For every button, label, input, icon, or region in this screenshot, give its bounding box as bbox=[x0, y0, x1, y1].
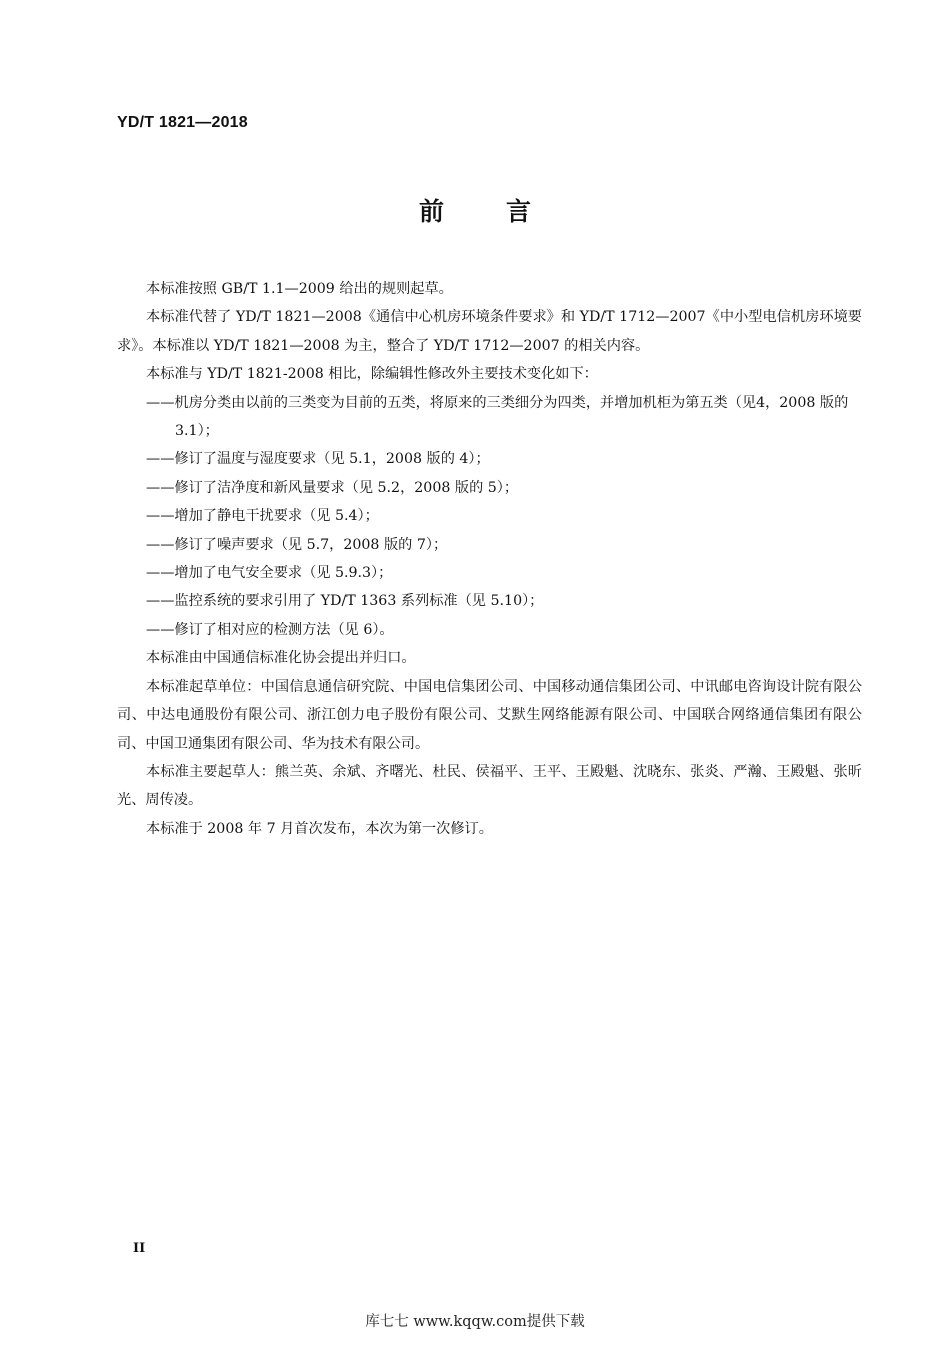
page-number: II bbox=[133, 1241, 146, 1256]
change-item: ——修订了温度与湿度要求（见 5.1，2008 版的 4）； bbox=[146, 451, 490, 468]
standard-code: YD/T 1821—2018 bbox=[117, 114, 248, 131]
change-item: ——增加了电气安全要求（见 5.9.3）； bbox=[146, 565, 393, 582]
page-title bbox=[0, 192, 950, 228]
foreword-body bbox=[117, 275, 862, 843]
title-char-1: 前 bbox=[418, 197, 444, 226]
change-item: ——监控系统的要求引用了 YD/T 1363 系列标准（见 5.10）； bbox=[146, 593, 544, 610]
change-item: ——增加了静电干扰要求（见 5.4）； bbox=[146, 508, 379, 525]
paragraph-changes-intro: 本标准与 YD/T 1821-2008 相比，除编辑性修改外主要技术变化如下： bbox=[146, 366, 598, 383]
change-item: ——机房分类由以前的三类变为目前的五类，将原来的三类细分为四类，并增加机柜为第五类（见4，2008 版的 3.1）； bbox=[146, 394, 849, 440]
change-item: ——修订了洁净度和新风量要求（见 5.2，2008 版的 5）； bbox=[146, 479, 519, 496]
change-item: ——修订了噪声要求（见 5.7，2008 版的 7）； bbox=[146, 536, 448, 553]
paragraph-proposer: 本标准由中国通信标准化协会提出并归口。 bbox=[146, 650, 416, 667]
title-char-2: 言 bbox=[506, 197, 532, 226]
paragraph-drafters: 本标准主要起草人：熊兰英、余斌、齐曙光、杜民、侯福平、王平、王殿魁、沈晓东、张炎、严瀚、王殿魁、张昕光、周传凌。 bbox=[117, 763, 862, 809]
change-item: ——修订了相对应的检测方法（见 6）。 bbox=[146, 621, 394, 638]
paragraph-replacement: 本标准代替了 YD/T 1821—2008《通信中心机房环境条件要求》和 YD/T 1712—2007《中小型电信机房环境要求》。本标准以 YD/T 1821—2008 为主，整合了 YD/T 1712—2007 的相关内容。 bbox=[117, 309, 862, 354]
footer-credit: 库七七 www.kqqw.com提供下载 bbox=[365, 1314, 585, 1330]
paragraph-release-history: 本标准于 2008 年 7 月首次发布，本次为第一次修订。 bbox=[146, 820, 493, 837]
paragraph-drafting-rules: 本标准按照 GB/T 1.1—2009 给出的规则起草。 bbox=[146, 281, 453, 297]
paragraph-drafting-units: 本标准起草单位：中国信息通信研究院、中国电信集团公司、中国移动通信集团公司、中讯邮电咨询设计院有限公司、中达电通股份有限公司、浙江创力电子股份有限公司、艾默生网络能源有限公司、中国联合网络通信集团有限公司、中国卫通集团有限公司、华为技术有限公司。 bbox=[117, 678, 862, 752]
